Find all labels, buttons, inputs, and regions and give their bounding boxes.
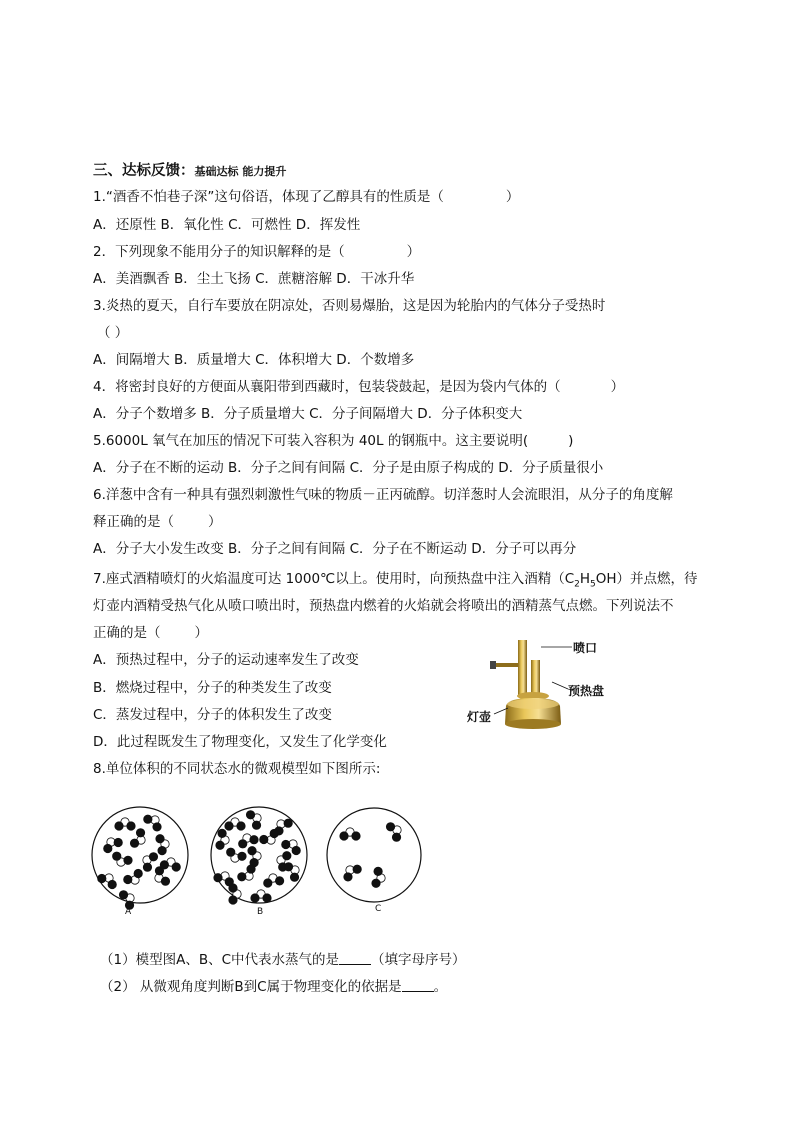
question-7-option-b: B．燃烧过程中，分子的种类发生了改变 (93, 680, 332, 696)
water-molecule-atom (149, 853, 157, 861)
water-molecule-atom (372, 879, 380, 887)
water-molecule-atom (136, 829, 144, 837)
water-molecule-atom (284, 819, 292, 827)
water-molecule-atom (158, 846, 166, 854)
question-3-options: A．间隔增大 B．质量增大 C．体积增大 D．个数增多 (93, 352, 415, 368)
water-molecule-atom (134, 869, 142, 877)
water-molecule-atom (218, 829, 226, 837)
water-molecule-atom (340, 832, 348, 840)
water-molecule-atom (127, 822, 135, 830)
question-1-options: A．还原性 B．氧化性 C．可燃性 D．挥发性 (93, 217, 361, 233)
question-7-option-c: C．蒸发过程中，分子的体积发生了改变 (93, 707, 332, 723)
water-molecule-atom (229, 884, 237, 892)
water-molecule-atom (172, 863, 180, 871)
water-molecule-atom (238, 873, 246, 881)
label-nozzle: 喷口 (573, 641, 598, 655)
water-molecule-atom (290, 873, 298, 881)
question-8-sub1: （1）模型图A、B、C中代表水蒸气的是 （填字母序号） (100, 952, 466, 968)
water-molecule-atom (284, 863, 292, 871)
callout-lines (460, 630, 600, 730)
model-circle-c (327, 808, 421, 902)
question-2-options: A．美酒飘香 B．尘土飞扬 C．蔗糖溶解 D．干冰升华 (93, 271, 415, 287)
question-8-sub2: （2） 从微观角度判断B到C属于物理变化的依据是 。 (100, 979, 448, 995)
water-molecule-atom (115, 822, 123, 830)
water-molecule-atom (114, 838, 122, 846)
question-4-options: A．分子个数增多 B．分子质量增大 C．分子间隔增大 D．分子体积变大 (93, 406, 523, 422)
model-label-a: A (125, 907, 132, 917)
water-molecule-atom (160, 861, 168, 869)
question-8-stem: 8.单位体积的不同状态水的微观模型如下图所示: (93, 761, 381, 777)
question-1-stem: 1.“酒香不怕巷子深”这句俗语，体现了乙醇具有的性质是（ ） (93, 189, 520, 205)
water-molecule-atom (130, 839, 138, 847)
question-5-stem: 5.6000L 氧气在加压的情况下可装入容积为 40L 的钢瓶中。这主要说明( ) (93, 433, 574, 449)
question-6-options: A．分子大小发生改变 B．分子之间有间隔 C．分子在不断运动 D．分子可以再分 (93, 541, 577, 557)
question-7-option-a: A．预热过程中，分子的运动速率发生了改变 (93, 652, 359, 668)
water-molecule-atom (156, 835, 164, 843)
water-molecule-atom (225, 822, 233, 830)
model-circle-a (92, 807, 188, 903)
water-molecule-atom (161, 877, 169, 885)
label-preheat-plate: 预热盘 (568, 684, 605, 698)
water-molecule-atom (216, 841, 224, 849)
water-molecule-atom (104, 844, 112, 852)
question-6-stem-line1: 6.洋葱中含有一种具有强烈刺激性气味的物质－正丙硫醇。切洋葱时人会流眼泪，从分子的角度解 (93, 487, 673, 503)
water-molecule-atom (248, 847, 256, 855)
model-label-c: C (375, 904, 382, 914)
water-molecule-atom (246, 811, 254, 819)
water-molecule-atom (283, 852, 291, 860)
water-molecule-atom (108, 880, 116, 888)
model-label-b: B (257, 907, 264, 917)
water-molecule-atom (344, 873, 352, 881)
question-7-stem-line3: 正确的是（ ） (93, 625, 208, 641)
water-molecule-atom (260, 835, 268, 843)
water-molecule-atom (264, 879, 272, 887)
water-molecule-atom (270, 829, 278, 837)
water-molecule-atom (144, 815, 152, 823)
section-title: 三、达标反馈： (93, 163, 195, 179)
water-molecule-atom (292, 846, 300, 854)
water-molecule-atom (113, 852, 121, 860)
water-molecule-atom (352, 832, 360, 840)
section-subtitle: 基础达标 能力提升 (194, 165, 287, 178)
water-molecule-atom (282, 840, 290, 848)
water-molecule-atom (227, 848, 235, 856)
question-4-stem: 4．将密封良好的方便面从襄阳带到西藏时，包装袋鼓起，是因为袋内气体的（ ） (93, 379, 625, 395)
section-heading (93, 162, 286, 181)
question-7-stem-line2: 灯壶内酒精受热气化从喷口喷出时，预热盘内燃着的火焰就会将喷出的酒精蒸气点燃。下列说法不 (93, 598, 674, 614)
water-molecule-atom (214, 874, 222, 882)
water-molecule-atom (124, 875, 132, 883)
water-molecule-atom (263, 894, 271, 902)
question-3-paren[interactable]: （ ） (97, 325, 129, 341)
water-molecule-atom (239, 840, 247, 848)
water-molecule-atom (247, 865, 255, 873)
question-5-options: A．分子在不断的运动 B．分子之间有间隔 C．分子是由原子构成的 D．分子质量很小 (93, 460, 604, 476)
water-molecule-atom (98, 874, 106, 882)
water-molecule-atom (275, 877, 283, 885)
question-3-stem: 3.炎热的夏天，自行车要放在阴凉处，否则易爆胎，这是因为轮胎内的气体分子受热时 (93, 298, 606, 314)
question-7-option-d: D．此过程既发生了物理变化，又发生了化学变化 (93, 734, 387, 750)
water-molecule-atom (250, 836, 258, 844)
water-molecule-atom (237, 822, 245, 830)
question-6-stem-line2: 释正确的是（ ） (93, 514, 222, 530)
water-model-diagram (85, 800, 425, 930)
label-lamp-pot: 灯壶 (467, 710, 492, 724)
answer-blank[interactable] (339, 952, 371, 965)
water-molecule-atom (374, 867, 382, 875)
water-molecule-atom (143, 863, 151, 871)
water-molecule-atom (229, 896, 237, 904)
water-molecule-atom (251, 894, 259, 902)
water-molecule-atom (353, 865, 361, 873)
water-molecule-atom (386, 823, 394, 831)
water-molecule-atom (153, 823, 161, 831)
answer-blank[interactable] (402, 979, 434, 992)
water-molecule-atom (119, 891, 127, 899)
question-7-stem-line1: 7.座式酒精喷灯的火焰温度可达 1000℃以上。使用时，向预热盘中注入酒精$(C_2H_5OH)$并点燃，待 (93, 571, 698, 590)
water-molecule-atom (252, 821, 260, 829)
water-molecule-atom (124, 856, 132, 864)
question-2-stem: 2．下列现象不能用分子的知识解释的是（ ） (93, 244, 421, 260)
water-molecule-atom (238, 852, 246, 860)
water-molecule-atom (392, 833, 400, 841)
